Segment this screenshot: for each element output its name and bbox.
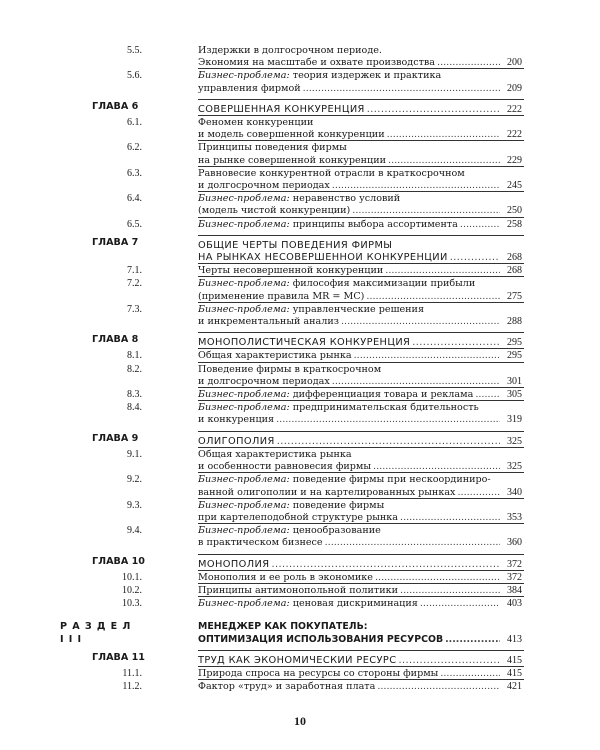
entry-title-line (198, 83, 500, 95)
entry-title-text: Принципы антимонопольной политики (198, 584, 399, 596)
leader-dots (276, 414, 500, 426)
entry-page-number: 245 (507, 180, 522, 192)
entry-title-text: МОНОПОЛИСТИЧЕСКАЯ КОНКУРЕНЦИЯ (198, 337, 411, 349)
entry-number: ГЛАВА 8 (92, 334, 139, 346)
entry-page-number: 421 (507, 681, 522, 693)
entry-title-text: СОВЕРШЕННАЯ КОНКУРЕНЦИЯ (198, 103, 365, 115)
entry-title (198, 402, 500, 426)
entry-number: 7.2. (127, 278, 142, 290)
business-problem-label: Бизнес-проблема: (198, 218, 290, 230)
entry-divider (198, 332, 524, 333)
entry-number: 9.2. (127, 474, 142, 486)
entry-number: 8.4. (127, 402, 142, 414)
entry-number: 5.5. (127, 45, 142, 56)
entry-divider (198, 99, 524, 100)
entry-page-number: 288 (507, 316, 522, 328)
entry-divider (198, 583, 524, 584)
entry-title-text: Издержки в долгосрочном периоде. (198, 45, 382, 56)
entry-page-number: 340 (507, 486, 522, 498)
entry-title-text: НА РЫНКАХ НЕСОВЕРШЕННОЙ КОНКУРЕНЦИИ (198, 252, 448, 264)
entry-title-line (198, 500, 500, 512)
toc-entry[interactable] (0, 70, 600, 94)
entry-page-number: 258 (507, 218, 522, 230)
toc-entry[interactable] (0, 474, 600, 498)
entry-number: 9.3. (127, 499, 142, 511)
entry-title-line (198, 681, 500, 693)
entry-divider (198, 679, 524, 680)
entry-page-number: 325 (507, 435, 522, 447)
entry-title-line (198, 634, 500, 646)
entry-divider (198, 650, 524, 651)
toc-entry[interactable] (0, 219, 600, 231)
entry-title-line (198, 45, 500, 57)
entry-divider (198, 447, 524, 448)
entry-divider (198, 498, 524, 499)
leader-dots (420, 598, 500, 610)
entry-page-number: 319 (507, 414, 522, 426)
entry-title (198, 598, 500, 610)
entry-divider (198, 140, 524, 141)
entry-title (198, 45, 500, 69)
entry-divider (198, 348, 524, 349)
entry-divider (198, 68, 524, 69)
entry-number: 9.4. (127, 525, 142, 537)
entry-divider (198, 166, 524, 167)
entry-divider (198, 400, 524, 401)
entry-number: 7.1. (127, 265, 142, 277)
toc-entry[interactable] (0, 193, 600, 217)
entry-divider (198, 235, 524, 236)
business-problem-label: Бизнес-проблема: (198, 598, 290, 610)
entry-number: 8.2. (127, 363, 142, 375)
entry-title-line (198, 525, 500, 537)
entry-page-number: 275 (507, 290, 522, 302)
entry-number: 6.2. (127, 142, 142, 154)
entry-title-line (198, 537, 500, 549)
leader-dots (325, 537, 500, 549)
toc-part[interactable] (0, 621, 600, 645)
entry-divider (198, 217, 524, 218)
toc-entry[interactable] (0, 117, 600, 141)
entry-title-line (198, 193, 500, 205)
toc-entry[interactable] (0, 449, 600, 473)
entry-title-text: Принципы поведения фирмы (198, 142, 347, 154)
entry-divider (198, 387, 524, 388)
entry-page-number: 360 (507, 537, 522, 549)
business-problem-label: Бизнес-проблема: (198, 402, 290, 414)
entry-title-text: и особенности равновесия фирмы (198, 461, 372, 473)
business-problem-label: Бизнес-проблема: (198, 193, 290, 205)
entry-divider (198, 431, 524, 432)
entry-divider (198, 596, 524, 597)
entry-title-text: ценовая дискриминация (289, 598, 418, 610)
entry-title-text: Общая характеристика рынка (198, 350, 352, 362)
entry-title-text: неравенство условий (289, 193, 401, 205)
entry-title (198, 364, 500, 388)
entry-title-text: управленческие решения (289, 303, 425, 315)
entry-title-text: Черты несовершенной конкуренции (198, 265, 384, 277)
toc-chapter[interactable] (0, 433, 600, 448)
entry-number: 8.3. (127, 389, 142, 401)
page-number: 10 (294, 714, 306, 728)
entry-number: 11.1. (122, 667, 142, 679)
entry-number: 8.1. (127, 350, 142, 362)
toc-entry[interactable] (0, 598, 600, 610)
entry-page-number: 250 (507, 205, 522, 217)
entry-title (198, 525, 500, 549)
entry-title-text: дифференциация товара и реклама (289, 389, 474, 401)
entry-page-number: 295 (507, 350, 522, 362)
entry-number: ГЛАВА 7 (92, 236, 139, 248)
entry-divider (198, 302, 524, 303)
entry-number: 11.2. (122, 681, 142, 693)
entry-title-line (198, 219, 500, 231)
entry-title-line (198, 117, 500, 129)
entry-title (198, 621, 500, 645)
entry-page-number: 372 (507, 571, 522, 583)
entry-divider (198, 666, 524, 667)
toc-entry[interactable] (0, 364, 600, 388)
entry-title-text: (модель чистой конкуренции) (198, 205, 351, 217)
entry-page-number: 268 (507, 252, 522, 264)
entry-title (198, 304, 500, 328)
table-of-contents (0, 44, 600, 693)
entry-number: ГЛАВА 6 (92, 100, 139, 112)
business-problem-label: Бизнес-проблема: (198, 70, 290, 82)
business-problem-label: Бизнес-проблема: (198, 389, 290, 401)
entry-number: ГЛАВА 10 (92, 555, 145, 567)
entry-title-text: ОПТИМИЗАЦИЯ ИСПОЛЬЗОВАНИЯ РЕСУРСОВ (198, 633, 444, 645)
entry-title-text: принципы выбора ассортимента (289, 218, 458, 230)
toc-entry[interactable] (0, 168, 600, 192)
entry-title-text: Экономия на масштабе и охвате производства (198, 57, 436, 69)
entry-number: 6.1. (127, 117, 142, 129)
entry-page-number: 222 (507, 103, 522, 115)
toc-chapter[interactable] (0, 237, 600, 264)
entry-title-line (198, 621, 500, 633)
entry-title-text: и конкуренция (198, 414, 275, 426)
entry-title-text: поведение фирмы при нескоординиро- (289, 474, 491, 486)
entry-page-number: 384 (507, 584, 522, 596)
entry-page-number: 305 (507, 389, 522, 401)
entry-title-text: Общая характеристика рынка (198, 448, 352, 460)
toc-entry[interactable] (0, 525, 600, 549)
entry-title-line (198, 402, 500, 414)
entry-title-line (198, 240, 500, 252)
business-problem-label: Бизнес-проблема: (198, 278, 290, 290)
entry-title-line (198, 70, 500, 82)
entry-page-number: 372 (507, 558, 522, 570)
entry-page-number: 403 (507, 598, 522, 610)
entry-title-text: теория издержек и практика (289, 70, 442, 82)
entry-divider (198, 191, 524, 192)
entry-page-number: 325 (507, 461, 522, 473)
entry-number: 7.3. (127, 303, 142, 315)
entry-page-number: 229 (507, 154, 522, 166)
entry-title (198, 278, 500, 302)
toc-entry[interactable] (0, 681, 600, 693)
entry-title-line (198, 598, 500, 610)
entry-title-text: Поведение фирмы в краткосрочном (198, 363, 382, 375)
entry-divider (198, 523, 524, 524)
entry-page-number: 413 (507, 633, 522, 645)
entry-number: 6.4. (127, 193, 142, 205)
entry-title-text: ОБЩИЕ ЧЕРТЫ ПОВЕДЕНИЯ ФИРМЫ (198, 239, 393, 251)
entry-page-number: 295 (507, 337, 522, 349)
entry-title-line (198, 449, 500, 461)
entry-page-number: 209 (507, 82, 522, 94)
entry-title-text: ценообразование (289, 525, 381, 537)
business-problem-label: Бизнес-проблема: (198, 525, 290, 537)
business-problem-label: Бизнес-проблема: (198, 303, 290, 315)
leader-dots (341, 316, 500, 328)
entry-divider (198, 472, 524, 473)
entry-title-text: и долгосрочном периодах (198, 375, 330, 387)
entry-title-text: при картелеподобной структуре рынка (198, 511, 399, 523)
toc-entry[interactable] (0, 142, 600, 166)
toc-entry[interactable] (0, 278, 600, 302)
entry-title (198, 193, 500, 217)
leader-dots (303, 83, 500, 95)
entry-title (198, 70, 500, 94)
entry-number: 5.6. (127, 70, 142, 82)
toc-chapter[interactable] (0, 101, 600, 116)
business-problem-label: Бизнес-проблема: (198, 499, 290, 511)
toc-chapter[interactable] (0, 334, 600, 349)
entry-title-text: и модель совершенной конкуренции (198, 129, 385, 141)
entry-title-line (198, 474, 500, 486)
entry-title-text: Фактор «труд» и заработная плата (198, 681, 376, 693)
entry-title-line (198, 168, 500, 180)
entry-title (198, 168, 500, 192)
entry-page-number: 353 (507, 511, 522, 523)
entry-title-text: в практическом бизнесе (198, 537, 323, 549)
entry-page-number: 415 (507, 654, 522, 666)
entry-title-text: (применение правила MR = MC) (198, 290, 365, 302)
entry-divider (198, 263, 524, 264)
entry-title (198, 142, 500, 166)
entry-page-number: 415 (507, 667, 522, 679)
entry-divider (198, 362, 524, 363)
entry-title-line (198, 316, 500, 328)
toc-entry[interactable] (0, 304, 600, 328)
entry-number: 6.3. (127, 167, 142, 179)
entry-title-text: МОНОПОЛИЯ (198, 558, 270, 570)
entry-title-text: и долгосрочном периодах (198, 180, 330, 192)
entry-title-text: философия максимизации прибыли (289, 278, 476, 290)
entry-title-text: Равновесие конкурентной отрасли в краткосрочном (198, 167, 465, 179)
entry-title-text: на рынке совершенной конкуренции (198, 154, 387, 166)
leader-dots (377, 681, 500, 693)
toc-entry[interactable] (0, 500, 600, 524)
toc-entry[interactable] (0, 402, 600, 426)
entry-title-line (198, 364, 500, 376)
entry-title-text: и инкрементальный анализ (198, 316, 339, 328)
entry-title (198, 500, 500, 524)
entry-title-text: Монополия и ее роль в экономике (198, 571, 373, 583)
entry-title-text: управления фирмой (198, 82, 301, 94)
entry-title (198, 240, 500, 264)
entry-title-text: предпринимательская бдительность (289, 402, 479, 414)
entry-page-number: 268 (507, 265, 522, 277)
entry-title-line (198, 142, 500, 154)
entry-divider (198, 570, 524, 571)
entry-title-text: Феномен конкуренции (198, 117, 314, 129)
entry-title (198, 117, 500, 141)
entry-title (198, 681, 500, 693)
entry-number: 10.3. (122, 598, 142, 610)
entry-divider (198, 276, 524, 277)
entry-number: 9.1. (127, 448, 142, 460)
entry-title-text: ТРУД КАК ЭКОНОМИЧЕСКИЙ РЕСУРС (198, 654, 397, 666)
entry-title (198, 474, 500, 498)
entry-number: ГЛАВА 11 (92, 651, 145, 663)
entry-page-number: 200 (507, 57, 522, 69)
entry-page-number: 301 (507, 375, 522, 387)
entry-number: 10.1. (122, 571, 142, 583)
entry-title-text: ванной олигополии и на картелированных рынках (198, 486, 456, 498)
entry-number: 6.5. (127, 218, 142, 230)
business-problem-label: Бизнес-проблема: (198, 474, 290, 486)
entry-title-line (198, 278, 500, 290)
entry-title-line (198, 414, 500, 426)
toc-entry[interactable] (0, 45, 600, 69)
entry-page-number: 222 (507, 129, 522, 141)
entry-title-text: поведение фирмы (289, 499, 385, 511)
entry-divider (198, 115, 524, 116)
toc-chapter[interactable] (0, 556, 600, 571)
toc-chapter[interactable] (0, 652, 600, 667)
entry-title-text: Природа спроса на ресурсы со стороны фирмы (198, 667, 439, 679)
entry-number: РАЗДЕЛ III (60, 621, 136, 645)
entry-number: ГЛАВА 9 (92, 432, 139, 444)
entry-title-line (198, 304, 500, 316)
entry-divider (198, 554, 524, 555)
entry-title (198, 449, 500, 473)
entry-number: 10.2. (122, 584, 142, 596)
entry-title-text: ОЛИГОПОЛИЯ (198, 435, 275, 447)
entry-title (198, 219, 500, 231)
entry-title-text: МЕНЕДЖЕР КАК ПОКУПАТЕЛЬ: (198, 621, 368, 633)
